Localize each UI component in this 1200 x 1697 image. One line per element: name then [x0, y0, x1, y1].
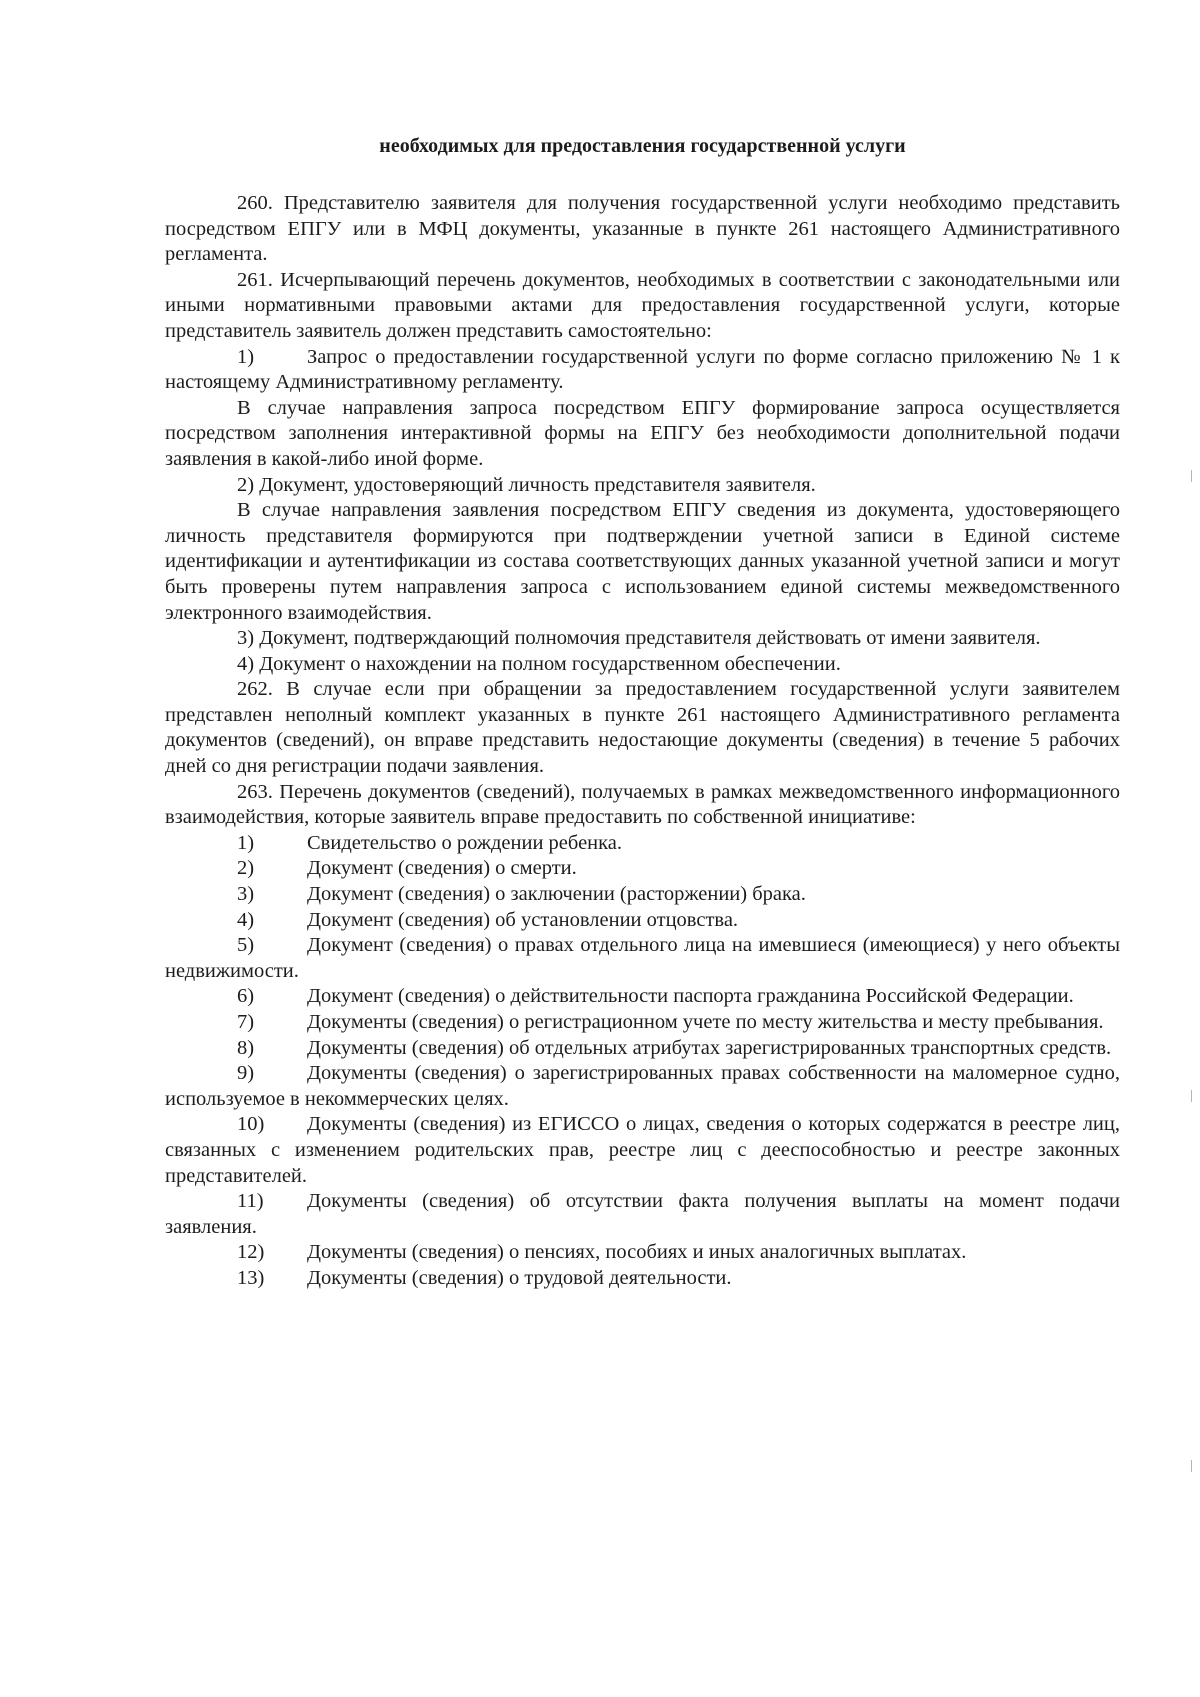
paragraph-261: 261. Исчерпывающий перечень документов, необходимых в соответствии с законодательными или иными нормативными правовыми актами для предоставления государственной услуги, которые представитель заявитель должен представить самостоятельно: — [165, 268, 1120, 342]
item-number: 3) — [237, 883, 255, 906]
list-item — [165, 831, 1120, 857]
list-item — [165, 1036, 1120, 1062]
item-number: 1) — [237, 831, 255, 854]
list-item — [165, 1061, 1120, 1112]
paragraph-263: 263. Перечень документов (сведений), получаемых в рамках межведомственного информационного взаимодействия, которые заявитель вправе предоставить по собственной инициативе: — [165, 780, 1120, 829]
item-text: Документы (сведения) о пенсиях, пособиях и иных аналогичных выплатах. — [307, 1241, 967, 1264]
list-item — [165, 1189, 1120, 1240]
section-heading: необходимых для предоставления государственной услуги — [379, 135, 906, 157]
list-item — [165, 856, 1120, 882]
item-text: Документы (сведения) об отсутствии факта получения выплаты на момент подачи заявления. — [165, 1190, 1120, 1238]
item-text: Документ (сведения) о действительности паспорта гражданина Российской Федерации. — [307, 985, 1074, 1008]
item-number: 6) — [237, 985, 255, 1008]
list-item — [165, 1112, 1120, 1189]
paragraph-261-item-4: 4) Документ о нахождении на полном государственном обеспечении. — [237, 652, 841, 675]
item-text: Документы (сведения) об отдельных атрибутах зарегистрированных транспортных средств. — [307, 1036, 1112, 1059]
item-number: 4) — [237, 908, 255, 931]
list-item — [165, 882, 1120, 908]
item-number: 11) — [237, 1190, 264, 1213]
item-text: Запрос о предоставлении государственной услуги по форме согласно приложению № 1 к настоящему Административному регламенту. — [165, 345, 1120, 394]
item-text: Свидетельство о рождении ребенка. — [307, 831, 623, 854]
item-text: Документы (сведения) о регистрационном учете по месту жительства и месту пребывания. — [307, 1011, 1104, 1033]
item-number: 2) — [237, 857, 255, 880]
scan-margin-mark — [1191, 1460, 1192, 1472]
list-item — [165, 984, 1120, 1010]
item-number: 5) — [237, 934, 255, 957]
item-number: 13) — [237, 1266, 265, 1289]
item-text: Документы (сведения) о трудовой деятельности. — [307, 1266, 732, 1289]
paragraph-261-item-2: 2) Документ, удостоверяющий личность представителя заявителя. — [237, 473, 816, 496]
list-item — [165, 908, 1120, 934]
scan-margin-mark — [1191, 470, 1192, 482]
paragraph-262: 262. В случае если при обращении за предоставлением государственной услуги заявителем представлен неполный комплект указанных в пункте 261 настоящего Административного регламента документов (сведений), он вправе представить недостающие документы (сведения) в течение 5 рабочих дней со дня регистрации подачи заявления. — [165, 678, 1120, 778]
item-number: 7) — [237, 1011, 255, 1033]
list-item — [165, 1240, 1120, 1266]
item-text: Документ (сведения) о смерти. — [307, 857, 577, 880]
document-body — [165, 191, 1120, 1292]
paragraph-261-item-3: 3) Документ, подтверждающий полномочия представителя действовать от имени заявителя. — [237, 627, 1041, 650]
item-text: Документ (сведения) об установлении отцовства. — [307, 908, 739, 931]
paragraph-261-item-2-note: В случае направления заявления посредством ЕПГУ сведения из документа, удостоверяющего личность представителя формируются при подтверждении учетной записи в Единой системе идентификации и аутентификации из состава соответствующих данных указанной учетной записи и могут быть проверены путем направления запроса с использованием единой системы межведомственного электронного взаимодействия. — [165, 499, 1120, 624]
item-number: 8) — [237, 1036, 255, 1059]
item-number: 10) — [237, 1113, 265, 1136]
item-text: Документы (сведения) из ЕГИССО о лицах, сведения о которых содержатся в реестре лиц, связанных с изменением родительских прав, реестре лиц с дееспособностью и реестре законных представителей. — [165, 1113, 1120, 1187]
list-item — [165, 933, 1120, 984]
scan-margin-mark — [1191, 1090, 1192, 1102]
item-number: 9) — [237, 1062, 255, 1085]
paragraph-260: 260. Представителю заявителя для получения государственной услуги необходимо представить посредством ЕПГУ или в МФЦ документы, указанные в пункте 261 настоящего Административного регламента. — [165, 192, 1120, 266]
list-item — [165, 1010, 1120, 1036]
item-text: Документ (сведения) о правах отдельного лица на имевшиеся (имеющиеся) у него объекты недвижимости. — [165, 934, 1120, 982]
list-item — [165, 1266, 1120, 1292]
item-number: 1) — [237, 345, 255, 368]
paragraph-261-item-1-note: В случае направления запроса посредством ЕПГУ формирование запроса осуществляется посредством заполнения интерактивной формы на ЕПГУ без необходимости дополнительной подачи заявления в какой-либо иной форме. — [165, 396, 1120, 470]
item-text: Документ (сведения) о заключении (расторжении) брака. — [307, 883, 806, 906]
paragraph-261-item-1 — [165, 345, 1120, 396]
item-text: Документы (сведения) о зарегистрированных правах собственности на маломерное судно, используемое в некоммерческих целях. — [165, 1062, 1120, 1110]
item-number: 12) — [237, 1241, 265, 1264]
list-263 — [165, 831, 1120, 1292]
